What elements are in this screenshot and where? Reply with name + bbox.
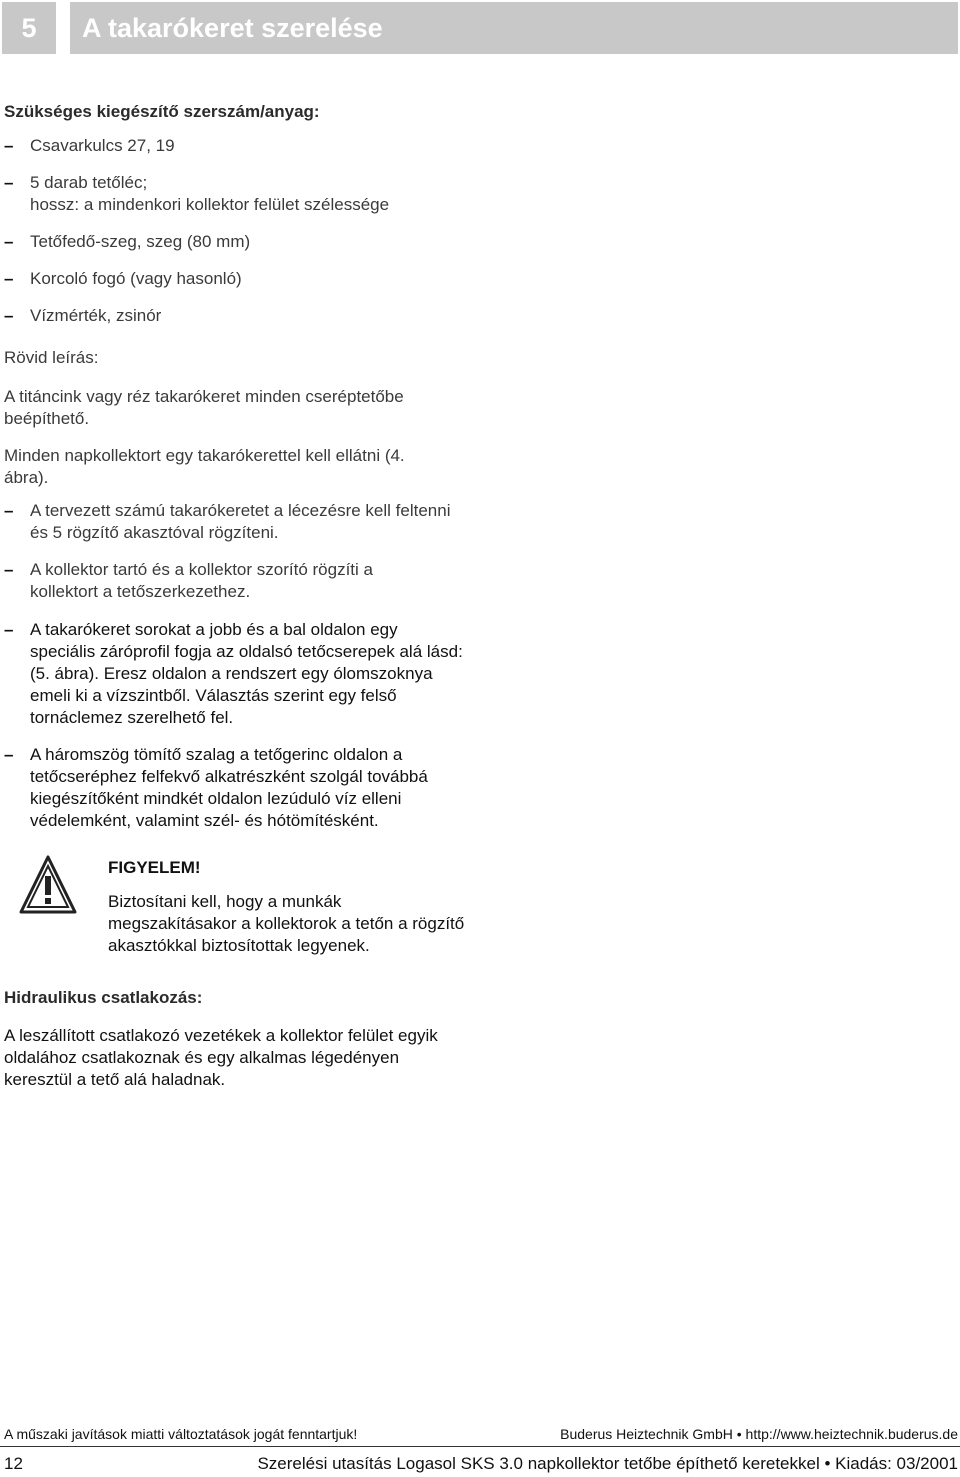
list-item: – Korcoló fogó (vagy hasonló) (4, 269, 242, 288)
footer-divider (0, 1446, 960, 1447)
warning-text: Biztosítani kell, hogy a munkák megszakításakor a kollektorok a tetőn a rögzítő akasztókkal biztosítottak legyenek. (108, 892, 465, 955)
list-item: – A tervezett számú takarókeretet a lécezésre kell feltenni és 5 rögzítő akasztóval rögzíteni. (4, 501, 451, 542)
chapter-number: 5 (2, 2, 56, 54)
steps-list (4, 744, 464, 832)
tools-list (4, 135, 474, 157)
warning-triangle-icon (18, 854, 78, 916)
chapter-title: A takarókeret szerelése (70, 2, 958, 54)
list-item: – Vízmérték, zsinór (4, 306, 162, 325)
tools-list (4, 172, 474, 216)
steps-list (4, 559, 434, 603)
list-item: – Tetőfedő-szeg, szeg (80 mm) (4, 232, 251, 251)
steps-list (4, 500, 454, 544)
list-item: – 5 darab tetőléc; hossz: a mindenkori kollektor felület szélessége (4, 173, 390, 214)
footer-company: Buderus Heiztechnik GmbH • http://www.heiztechnik.buderus.de (560, 1426, 958, 1442)
tools-list (4, 231, 474, 253)
hydraulic-heading: Hidraulikus csatlakozás: (4, 988, 203, 1007)
warning-title: FIGYELEM! (108, 858, 201, 877)
tools-heading: Szükséges kiegészítő szerszám/anyag: (4, 102, 320, 121)
footer-disclaimer: A műszaki javítások miatti változtatások jogát fenntartjuk! (4, 1426, 358, 1442)
list-item: – A takarókeret sorokat a jobb és a bal oldalon egy speciális záróprofil fogja az oldalsó tetőcserepek alá lásd: (5. ábra). Eresz oldalon a rendszert egy ólomszoknya emeli ki a vízszintből. Választás szerint egy felső tornáclemez szerelhető fel. (4, 620, 463, 727)
summary-heading: Rövid leírás: (4, 348, 99, 367)
list-item: – Csavarkulcs 27, 19 (4, 136, 175, 155)
summary-paragraph: Minden napkollektort egy takarókerettel kell ellátni (4. ábra). (4, 446, 405, 487)
list-item: – A kollektor tartó és a kollektor szorító rögzíti a kollektort a tetőszerkezethez. (4, 560, 373, 601)
summary-paragraph: A titáncink vagy réz takarókeret minden cseréptetőbe beépíthető. (4, 387, 404, 428)
tools-list (4, 305, 474, 327)
page-number: 12 (4, 1454, 23, 1473)
hydraulic-text: A leszállított csatlakozó vezetékek a kollektor felület egyik oldalához csatlakoznak és egy alkalmas légedényen keresztül a tető alá haladnak. (4, 1026, 438, 1089)
list-item: – A háromszög tömítő szalag a tetőgerinc oldalon a tetőcseréphez felfekvő alkatrészként szolgál továbbá kiegészítőként mindkét oldalon lezúduló víz elleni védelemként, valamint szél- és hótömítésként. (4, 745, 428, 830)
steps-list (4, 619, 464, 729)
tools-list (4, 268, 474, 290)
document-title: Szerelési utasítás Logasol SKS 3.0 napkollektor tetőbe építhető keretekkel • Kiadás: 03/2001 (257, 1454, 958, 1473)
